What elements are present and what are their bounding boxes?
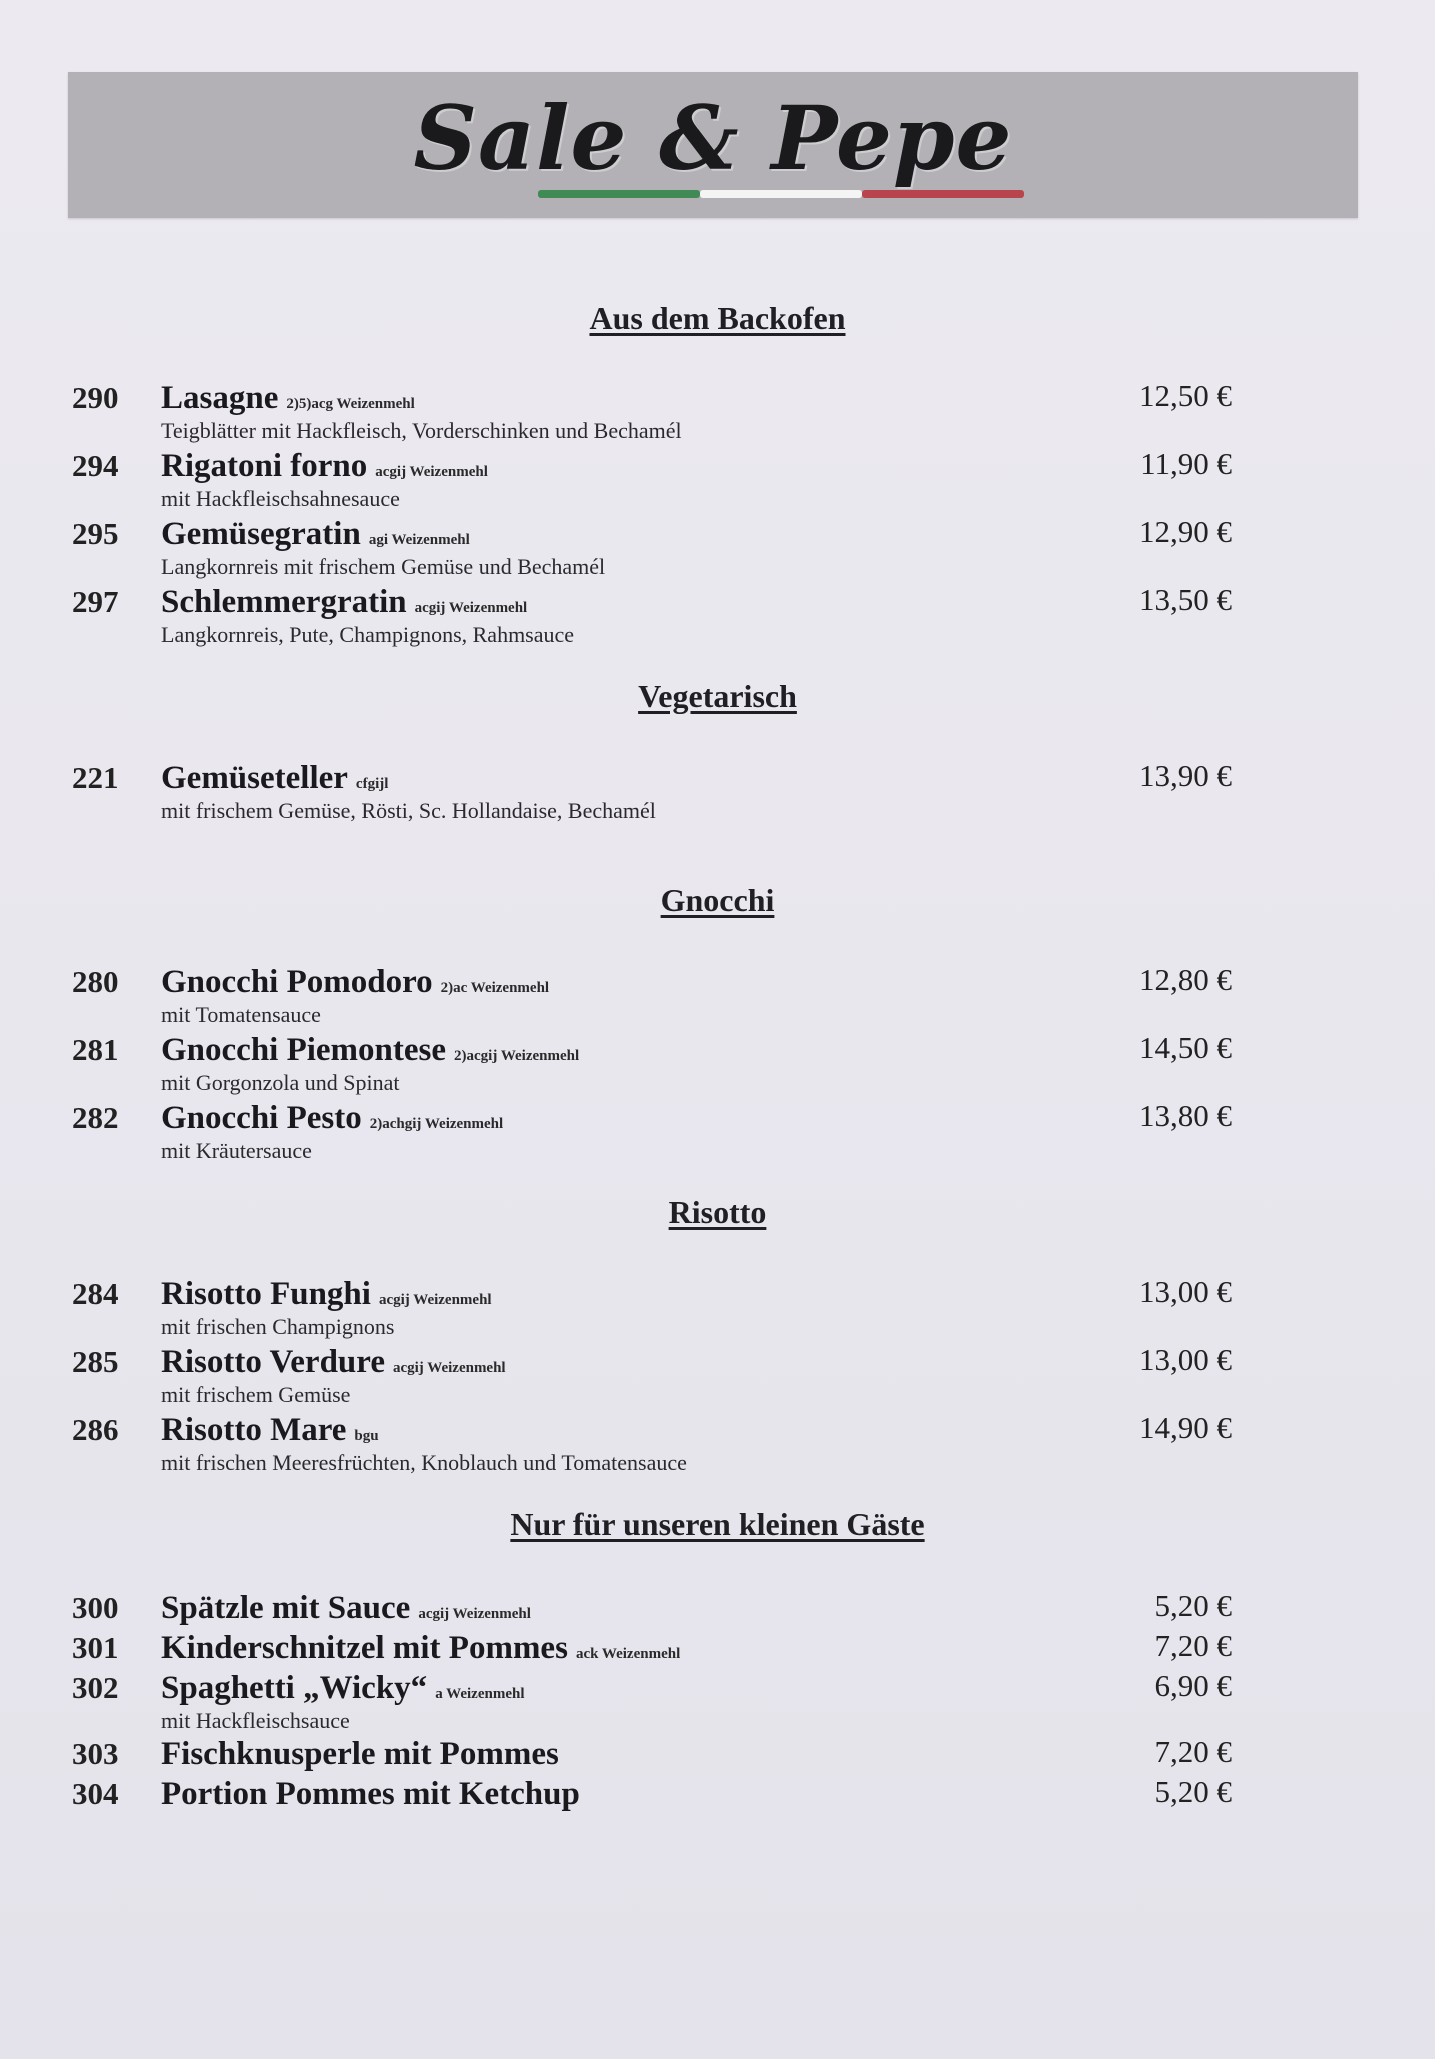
item-name: Rigatoni forno xyxy=(161,448,368,484)
item-allergens: acgij Weizenmehl xyxy=(378,1292,492,1308)
item-description: mit frischen Meeresfrüchten, Knoblauch und Tomatensauce xyxy=(161,1450,687,1475)
item-name: Schlemmergratin xyxy=(161,584,407,620)
item-number: 303 xyxy=(72,1736,119,1771)
item-allergens: bgu xyxy=(354,1428,379,1444)
item-price: 12,80 € xyxy=(1139,962,1232,997)
section-title-risotto: Risotto xyxy=(668,1194,767,1230)
brand-logo: Sale & Pepe xyxy=(413,86,1013,190)
item-allergens: agi Weizenmehl xyxy=(368,532,470,548)
item-price: 7,20 € xyxy=(1154,1734,1232,1769)
item-name: Kinderschnitzel mit Pommes xyxy=(161,1630,568,1666)
item-name: Risotto Verdure xyxy=(161,1344,385,1380)
item-number: 282 xyxy=(72,1100,119,1135)
item-description: Langkornreis mit frischem Gemüse und Bechamél xyxy=(161,554,606,579)
item-number: 301 xyxy=(72,1630,119,1665)
item-price: 13,50 € xyxy=(1139,582,1232,617)
item-name: Fischknusperle mit Pommes xyxy=(161,1736,559,1772)
item-description: Langkornreis, Pute, Champignons, Rahmsauce xyxy=(161,622,575,647)
item-allergens: acgij Weizenmehl xyxy=(418,1606,531,1622)
flag-red-stripe xyxy=(862,190,1024,198)
item-allergens: 2)ac Weizenmehl xyxy=(440,980,550,996)
item-number: 300 xyxy=(72,1590,119,1625)
item-description: mit Tomatensauce xyxy=(161,1002,321,1027)
item-description: mit Hackfleischsauce xyxy=(161,1708,350,1733)
item-number: 284 xyxy=(72,1276,119,1311)
item-description: mit frischem Gemüse xyxy=(161,1382,351,1407)
item-number: 297 xyxy=(72,584,119,619)
item-name: Spaghetti „Wicky“ xyxy=(161,1670,428,1706)
item-name: Lasagne xyxy=(161,380,279,416)
item-description: mit Hackfleischsahnesauce xyxy=(161,486,400,511)
item-number: 290 xyxy=(72,380,119,415)
item-name: Spätzle mit Sauce xyxy=(161,1590,411,1626)
header-banner xyxy=(68,72,1358,218)
item-description: Teigblätter mit Hackfleisch, Vorderschinken und Bechamél xyxy=(161,418,682,443)
flag-green-stripe xyxy=(538,190,700,198)
italian-flag-stripe xyxy=(538,190,1024,198)
section-title-vegetarisch: Vegetarisch xyxy=(638,678,797,714)
item-price: 11,90 € xyxy=(1140,446,1232,481)
item-allergens: acgij Weizenmehl xyxy=(375,464,488,480)
flag-white-stripe xyxy=(700,190,862,198)
item-name: Gnocchi Pomodoro xyxy=(161,964,433,1000)
item-name: Gemüsegratin xyxy=(161,516,361,552)
section-title-backofen: Aus dem Backofen xyxy=(589,300,846,336)
item-allergens: ack Weizenmehl xyxy=(575,1646,681,1662)
item-price: 13,00 € xyxy=(1139,1274,1232,1309)
item-price: 5,20 € xyxy=(1154,1774,1232,1809)
item-price: 7,20 € xyxy=(1154,1628,1232,1663)
item-description: mit frischem Gemüse, Rösti, Sc. Hollandaise, Bechamél xyxy=(161,798,656,823)
item-number: 280 xyxy=(72,964,119,999)
item-number: 221 xyxy=(72,760,119,795)
item-number: 304 xyxy=(72,1776,119,1811)
item-price: 12,50 € xyxy=(1139,378,1232,413)
item-description: mit Kräutersauce xyxy=(161,1138,312,1163)
item-price: 14,50 € xyxy=(1139,1030,1232,1065)
item-allergens: 2)5)acg Weizenmehl xyxy=(286,396,415,412)
item-number: 295 xyxy=(72,516,119,551)
item-name: Risotto Funghi xyxy=(161,1276,371,1312)
item-description: mit frischen Champignons xyxy=(161,1314,395,1339)
item-number: 286 xyxy=(72,1412,119,1447)
item-name: Gemüseteller xyxy=(161,760,348,796)
item-price: 6,90 € xyxy=(1154,1668,1232,1703)
item-number: 281 xyxy=(72,1032,119,1067)
item-allergens: cfgijl xyxy=(355,776,389,792)
item-price: 12,90 € xyxy=(1139,514,1232,549)
section-title-gnocchi: Gnocchi xyxy=(660,882,775,918)
item-allergens: acgij Weizenmehl xyxy=(392,1360,506,1376)
section-title-kinder: Nur für unseren kleinen Gäste xyxy=(510,1506,925,1542)
item-allergens: acgij Weizenmehl xyxy=(414,600,528,616)
item-price: 13,90 € xyxy=(1139,758,1232,793)
item-allergens: a Weizenmehl xyxy=(435,1686,525,1702)
item-price: 5,20 € xyxy=(1154,1588,1232,1623)
item-name: Gnocchi Piemontese xyxy=(161,1032,447,1068)
item-name: Gnocchi Pesto xyxy=(161,1100,362,1136)
item-number: 302 xyxy=(72,1670,119,1705)
item-allergens: 2)acgij Weizenmehl xyxy=(454,1048,580,1064)
item-description: mit Gorgonzola und Spinat xyxy=(161,1070,400,1095)
item-price: 13,00 € xyxy=(1139,1342,1232,1377)
item-allergens: 2)achgij Weizenmehl xyxy=(369,1116,504,1132)
item-price: 14,90 € xyxy=(1139,1410,1232,1445)
item-price: 13,80 € xyxy=(1139,1098,1232,1133)
item-name: Portion Pommes mit Ketchup xyxy=(161,1776,580,1812)
item-name: Risotto Mare xyxy=(161,1412,347,1448)
item-number: 285 xyxy=(72,1344,119,1379)
item-number: 294 xyxy=(72,448,119,483)
